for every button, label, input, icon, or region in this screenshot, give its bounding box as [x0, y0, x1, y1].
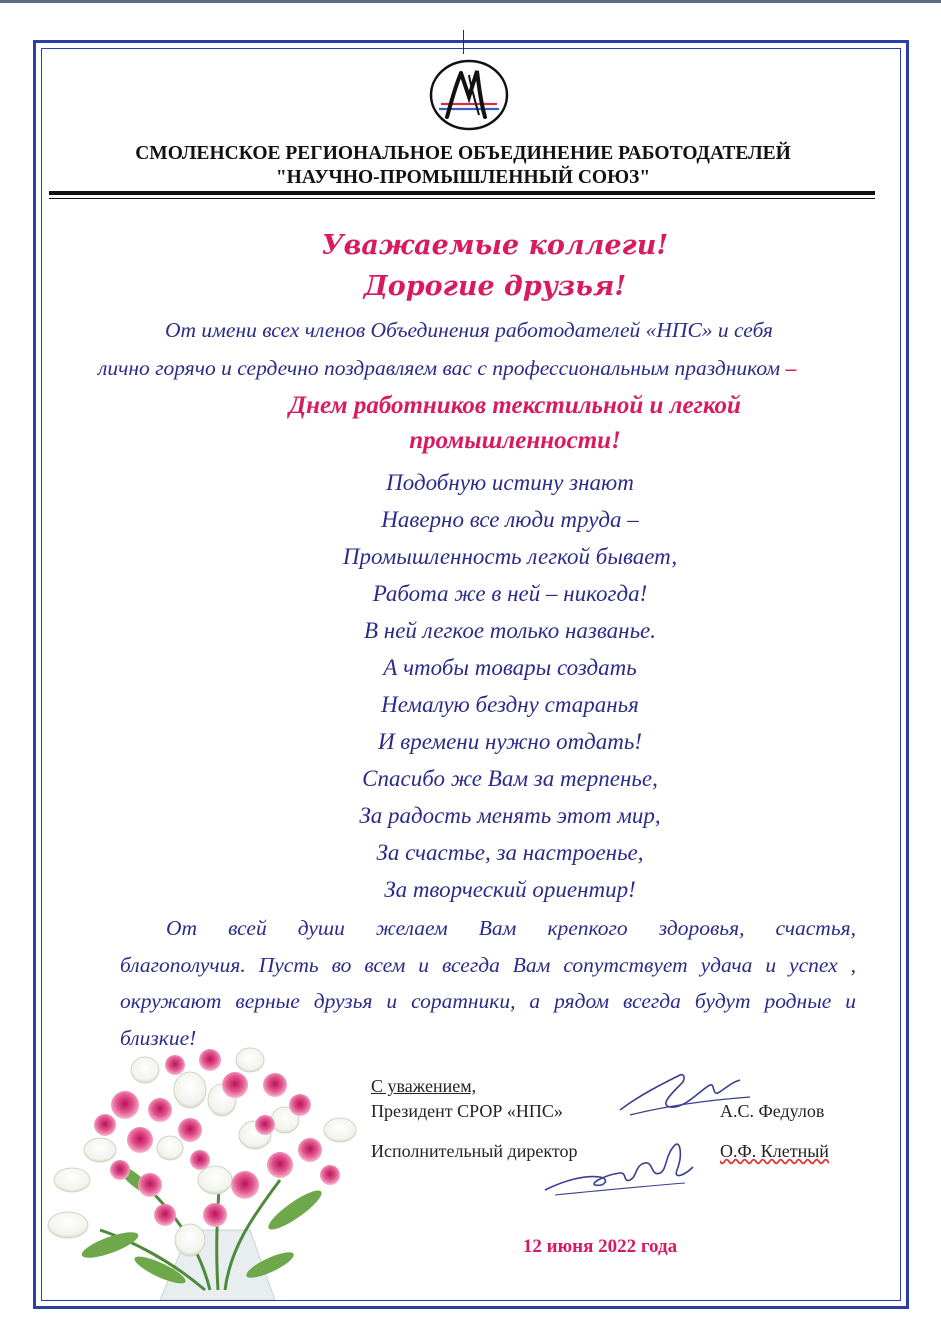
president-name: А.С. Федулов — [720, 1101, 825, 1121]
poem-line: Промышленность легкой бывает, — [342, 544, 678, 569]
top-rule — [0, 0, 941, 3]
document-date: 12 июня 2022 года — [522, 1236, 678, 1257]
flower-bouquet-image — [40, 1030, 370, 1300]
director-name — [720, 1141, 829, 1162]
header-divider-thin — [49, 198, 875, 199]
poem-line: Подобную истину знают — [386, 470, 634, 495]
director-name-text: О.Ф. Клетный — [720, 1141, 829, 1161]
president-title: Президент СРОР «НПС» — [371, 1101, 563, 1121]
intro-line-2-text: лично горячо и сердечно поздравляем вас с профессиональным праздником — [98, 356, 781, 380]
organization-name-line1: СМОЛЕНСКОЕ РЕГИОНАЛЬНОЕ ОБЪЕДИНЕНИЕ РАБОТОДАТЕЛЕЙ — [135, 143, 791, 164]
poem-line: За счастье, за настроенье, — [376, 840, 644, 865]
intro-line-1: От имени всех членов Объединения работодателей «НПС» и себя — [165, 318, 773, 342]
crop-mark — [463, 30, 464, 54]
poem-line: За творческий ориентир! — [384, 877, 636, 902]
intro-line-2 — [98, 356, 796, 381]
director-signature — [535, 1125, 705, 1205]
holiday-name-line2: промышленности! — [409, 427, 621, 454]
organization-name — [60, 142, 866, 190]
organization-logo — [425, 57, 513, 133]
wish-line-1: От всей души желаем Вам крепкого здоровья, счастья, — [166, 916, 856, 940]
organization-name-line2: "НАУЧНО-ПРОМЫШЛЕННЫЙ СОЮЗ" — [275, 167, 651, 188]
director-title: Исполнительный директор — [371, 1141, 578, 1161]
intro-dash: – — [785, 356, 797, 380]
header-divider-thick — [49, 191, 875, 195]
poem-line: А чтобы товары создать — [383, 655, 637, 680]
poem-line: Немалую бездну старанья — [381, 692, 639, 717]
president-signature — [600, 1055, 760, 1125]
greeting-colleagues: Уважаемые коллеги! — [321, 230, 669, 261]
poem-line: За радость менять этот мир, — [359, 803, 661, 828]
poem-line: Спасибо же Вам за терпенье, — [362, 766, 658, 791]
poem-line: Наверно все люди труда – — [381, 507, 639, 532]
greeting-friends: Дорогие друзья! — [363, 271, 627, 302]
poem-line: И времени нужно отдать! — [377, 729, 643, 754]
poem-line: Работа же в ней – никогда! — [372, 581, 648, 606]
wish-line-3: окружают верные друзья и соратники, а рядом всегда будут родные и — [120, 989, 856, 1014]
holiday-name-line1: Днем работников текстильной и легкой — [289, 392, 741, 419]
poem-line: В ней легкое только названье. — [363, 618, 656, 643]
wish-line-4: близкие! — [120, 1025, 197, 1050]
wish-line-2: благополучия. Пусть во всем и всегда Вам сопутствует удача и успех , — [120, 952, 856, 977]
closing-respect: С уважением, — [371, 1076, 477, 1096]
poem — [310, 466, 710, 910]
